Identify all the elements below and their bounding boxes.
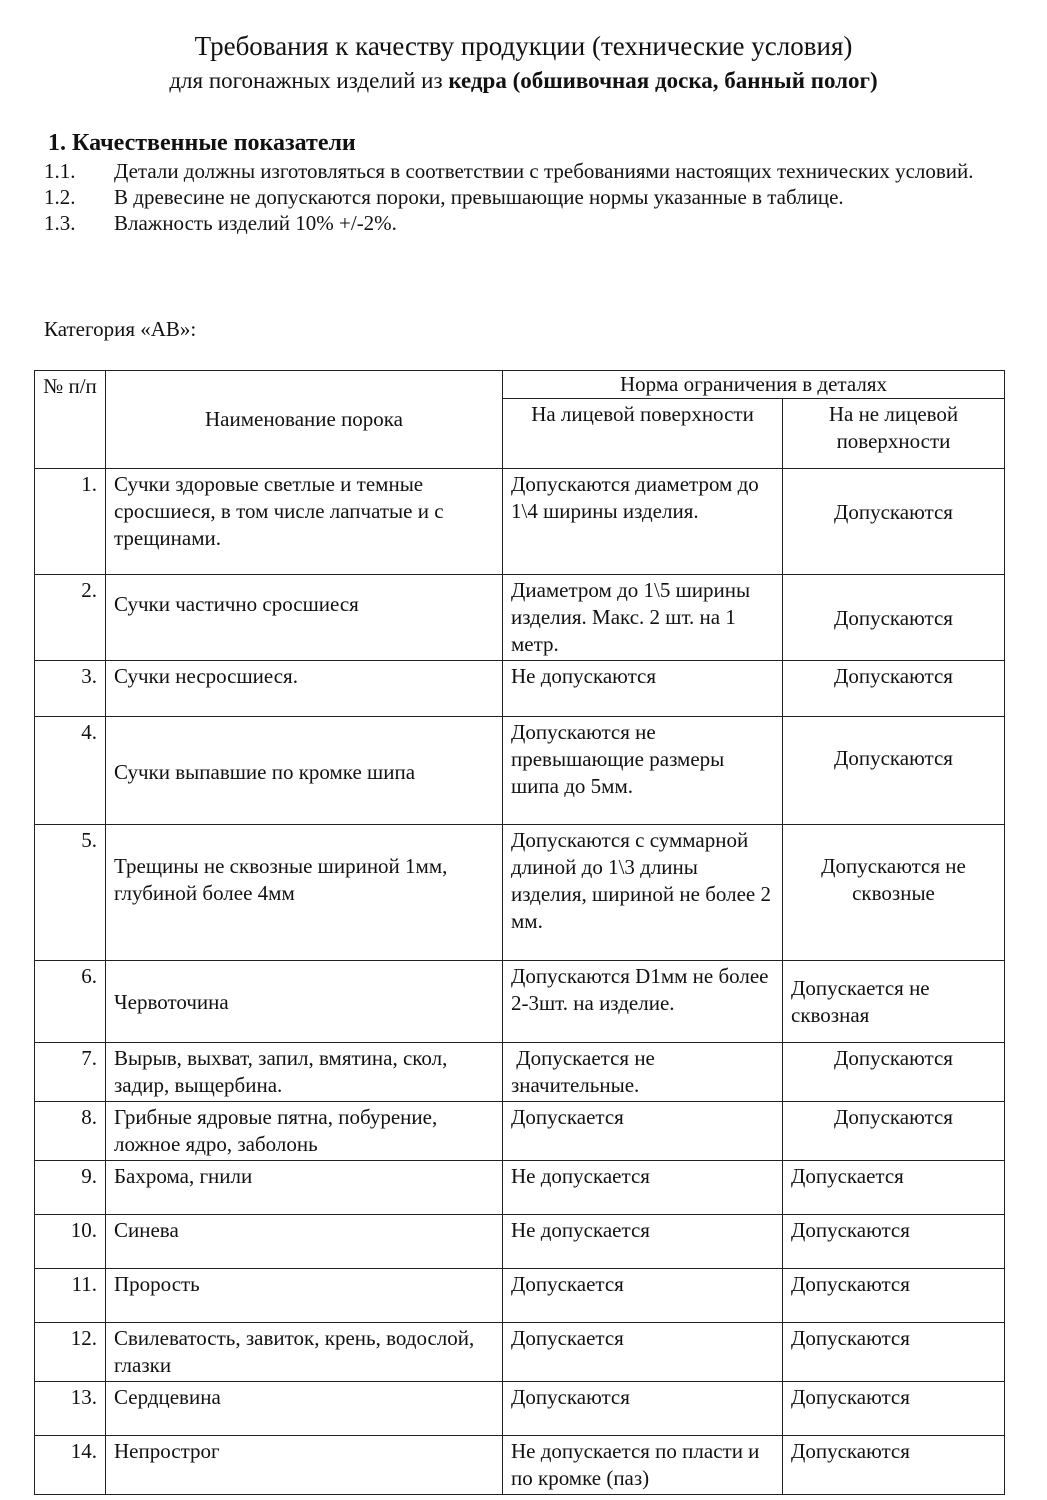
header-face-surface: На лицевой поверхности (503, 399, 783, 469)
row-number: 14. (35, 1436, 106, 1495)
row-number: 1. (35, 469, 106, 575)
row-defect-name: Грибные ядровые пятна, побурение, ложное ядро, заболонь (106, 1102, 503, 1161)
row-defect-name: Бахрома, гнили (106, 1161, 503, 1215)
clause-item (44, 158, 1004, 184)
row-face-norm: Допускаются диаметром до 1\4 ширины изделия. (503, 469, 783, 575)
table-row (35, 661, 1005, 717)
row-face-norm: Допускаются не превышающие размеры шипа до 5мм. (503, 717, 783, 825)
clause-item (44, 210, 1004, 236)
row-defect-name: Прорость (106, 1269, 503, 1323)
row-defect-name: Сучки выпавшие по кромке шипа (106, 717, 503, 825)
clause-number: 1.1. (44, 159, 76, 183)
row-nonface-norm: Допускаются (783, 575, 1005, 661)
table-row (35, 1382, 1005, 1436)
table-header-row (35, 371, 1005, 399)
row-face-norm: Диаметром до 1\5 ширины изделия. Макс. 2 шт. на 1 метр. (503, 575, 783, 661)
row-number: 3. (35, 661, 106, 717)
row-nonface-norm: Допускаются (783, 717, 1005, 825)
row-defect-name: Червоточина (106, 961, 503, 1043)
header-defect-name: Наименование порока (106, 371, 503, 469)
row-face-norm: Допускаются (503, 1382, 783, 1436)
row-face-norm: Допускается (503, 1269, 783, 1323)
row-number: 8. (35, 1102, 106, 1161)
row-face-norm: Не допускается по пласти и по кромке (паз) (503, 1436, 783, 1495)
row-number: 6. (35, 961, 106, 1043)
clause-text: В древесине не допускаются пороки, превышающие нормы указанные в таблице. (114, 185, 844, 209)
table-row (35, 469, 1005, 575)
table-row (35, 1269, 1005, 1323)
row-defect-name: Трещины не сквозные шириной 1мм, глубиной более 4мм (106, 825, 503, 961)
row-defect-name: Сучки частично сросшиеся (106, 575, 503, 661)
row-face-norm: Допускается (503, 1102, 783, 1161)
row-number: 12. (35, 1323, 106, 1382)
row-nonface-norm: Допускаются (783, 1323, 1005, 1382)
row-number: 13. (35, 1382, 106, 1436)
row-nonface-norm: Допускаются (783, 1382, 1005, 1436)
row-number: 2. (35, 575, 106, 661)
clause-item (44, 184, 1004, 210)
table-row (35, 1102, 1005, 1161)
row-defect-name: Сучки несросшиеся. (106, 661, 503, 717)
row-nonface-norm: Допускаются (783, 469, 1005, 575)
row-nonface-norm: Допускаются (783, 1436, 1005, 1495)
row-face-norm: Не допускается (503, 1161, 783, 1215)
row-defect-name: Непрострог (106, 1436, 503, 1495)
subtitle-bold: кедра (обшивочная доска, банный полог) (448, 68, 878, 93)
row-nonface-norm: Допускаются (783, 661, 1005, 717)
clause-number: 1.3. (44, 211, 76, 235)
table-row (35, 1161, 1005, 1215)
row-number: 4. (35, 717, 106, 825)
clause-list (44, 158, 1004, 236)
clause-number: 1.2. (44, 185, 76, 209)
row-defect-name: Свилеватость, завиток, крень, водослой, глазки (106, 1323, 503, 1382)
row-face-norm: Допускается не значительные. (503, 1043, 783, 1102)
row-defect-name: Сердцевина (106, 1382, 503, 1436)
row-nonface-norm: Допускаются (783, 1215, 1005, 1269)
table-row (35, 1323, 1005, 1382)
table-row (35, 825, 1005, 961)
row-nonface-norm: Допускаются (783, 1102, 1005, 1161)
table-row (35, 717, 1005, 825)
clause-text: Детали должны изготовляться в соответствии с требованиями настоящих технических условий. (114, 159, 974, 183)
row-defect-name: Синева (106, 1215, 503, 1269)
row-number: 9. (35, 1161, 106, 1215)
clause-text: Влажность изделий 10% +/-2%. (114, 211, 397, 235)
table-row (35, 1043, 1005, 1102)
row-nonface-norm: Допускается (783, 1161, 1005, 1215)
row-number: 11. (35, 1269, 106, 1323)
row-face-norm: Допускаются D1мм не более 2-3шт. на изделие. (503, 961, 783, 1043)
subtitle-prefix: для погонажных изделий из (169, 68, 449, 93)
row-face-norm: Не допускаются (503, 661, 783, 717)
row-number: 7. (35, 1043, 106, 1102)
row-nonface-norm: Допускаются не сквозные (783, 825, 1005, 961)
section-heading: 1. Качественные показатели (48, 130, 356, 156)
row-defect-name: Сучки здоровые светлые и темные сросшиеся, в том числе лапчатые и с трещинами. (106, 469, 503, 575)
table-row (35, 961, 1005, 1043)
document-title: Требования к качеству продукции (технические условия) (194, 31, 853, 61)
header-nonface-surface: На не лицевой поверхности (783, 399, 1005, 469)
row-defect-name: Вырыв, выхват, запил, вмятина, скол, задир, выщербина. (106, 1043, 503, 1102)
table-row (35, 575, 1005, 661)
row-nonface-norm: Допускается не сквозная (783, 961, 1005, 1043)
document-subtitle (0, 66, 1047, 96)
row-face-norm: Не допускается (503, 1215, 783, 1269)
row-face-norm: Допускается (503, 1323, 783, 1382)
header-number: № п/п (35, 371, 106, 469)
row-face-norm: Допускаются с суммарной длиной до 1\3 длины изделия, шириной не более 2 мм. (503, 825, 783, 961)
row-number: 5. (35, 825, 106, 961)
header-norm: Норма ограничения в деталях (503, 371, 1005, 399)
table-row (35, 1215, 1005, 1269)
row-nonface-norm: Допускаются (783, 1043, 1005, 1102)
table-row (35, 1436, 1005, 1495)
row-nonface-norm: Допускаются (783, 1269, 1005, 1323)
row-number: 10. (35, 1215, 106, 1269)
defects-table (34, 370, 1005, 1495)
category-label: Категория «АВ»: (44, 317, 197, 341)
